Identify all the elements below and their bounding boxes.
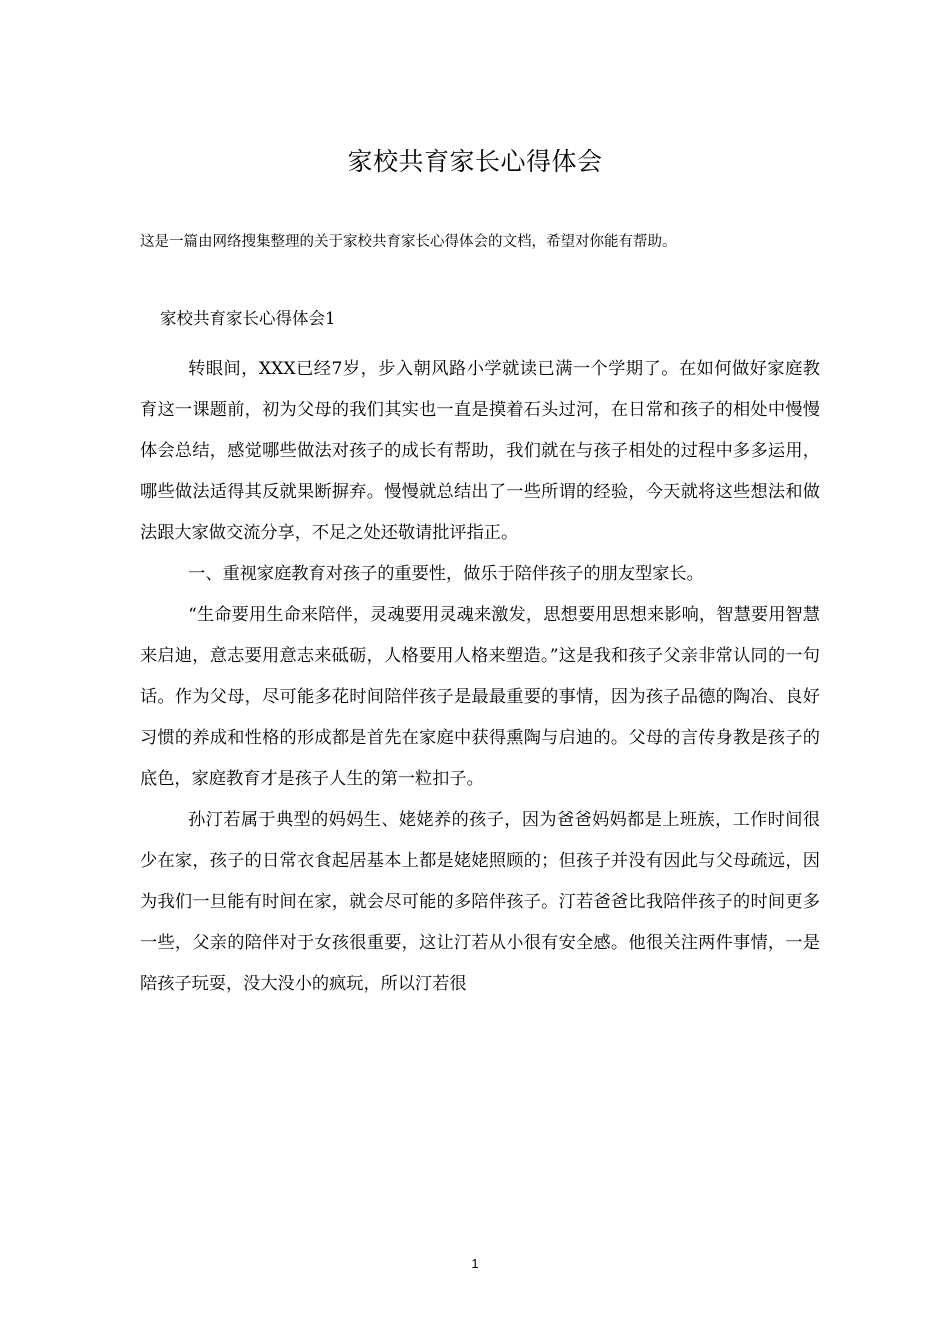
intro-text: 这是一篇由网络搜集整理的关于家校共育家长心得体会的文档，希望对你能有帮助。	[140, 234, 677, 250]
paragraph: 转眼间，XXX已经7岁，步入朝风路小学就读已满一个学期了。在如何做好家庭教育这一课题前，初为父母的我们其实也一直是摸着石头过河，在日常和孩子的相处中慢慢体会总结，感觉哪些做法对孩子的成长有帮助，我们就在与孩子相处的过程中多多运用，哪些做法适得其反就果断摒弃。慢慢就总结出了一些所谓的经验，今天就将这些想法和做法跟大家做交流分享，不足之处还敬请批评指正。	[140, 359, 820, 543]
page-title: 家校共育家长心得体会	[347, 147, 603, 176]
page-number: 1	[471, 1256, 479, 1271]
paragraph: “生命要用生命来陪伴，灵魂要用灵魂来激发，思想要用思想来影响，智慧要用智慧来启迪，意志要用意志来砥砺，人格要用人格来塑造。”这是我和孩子父亲非常认同的一句话。作为父母，尽可能多花时间陪伴孩子是最最重要的事情，因为孩子品德的陶冶、良好习惯的养成和性格的形成都是首先在家庭中获得熏陶与启迪的。父母的言传身教是孩子的底色，家庭教育才是孩子人生的第一粒扣子。	[140, 605, 820, 789]
body-text	[140, 349, 820, 1005]
paragraph: 一、重视家庭教育对孩子的重要性，做乐于陪伴孩子的朋友型家长。	[188, 564, 704, 584]
paragraph: 孙汀若属于典型的妈妈生、姥姥养的孩子，因为爸爸妈妈都是上班族，工作时间很少在家，孩子的日常衣食起居基本上都是姥姥照顾的；但孩子并没有因此与父母疏远，因为我们一旦能有时间在家，就会尽可能的多陪伴孩子。汀若爸爸比我陪伴孩子的时间更多一些，父亲的陪伴对于女孩很重要，这让汀若从小很有安全感。他很关注两件事情，一是陪孩子玩耍，没大没小的疯玩，所以汀若很	[140, 810, 820, 994]
section-heading: 家校共育家长心得体会1	[160, 309, 336, 328]
